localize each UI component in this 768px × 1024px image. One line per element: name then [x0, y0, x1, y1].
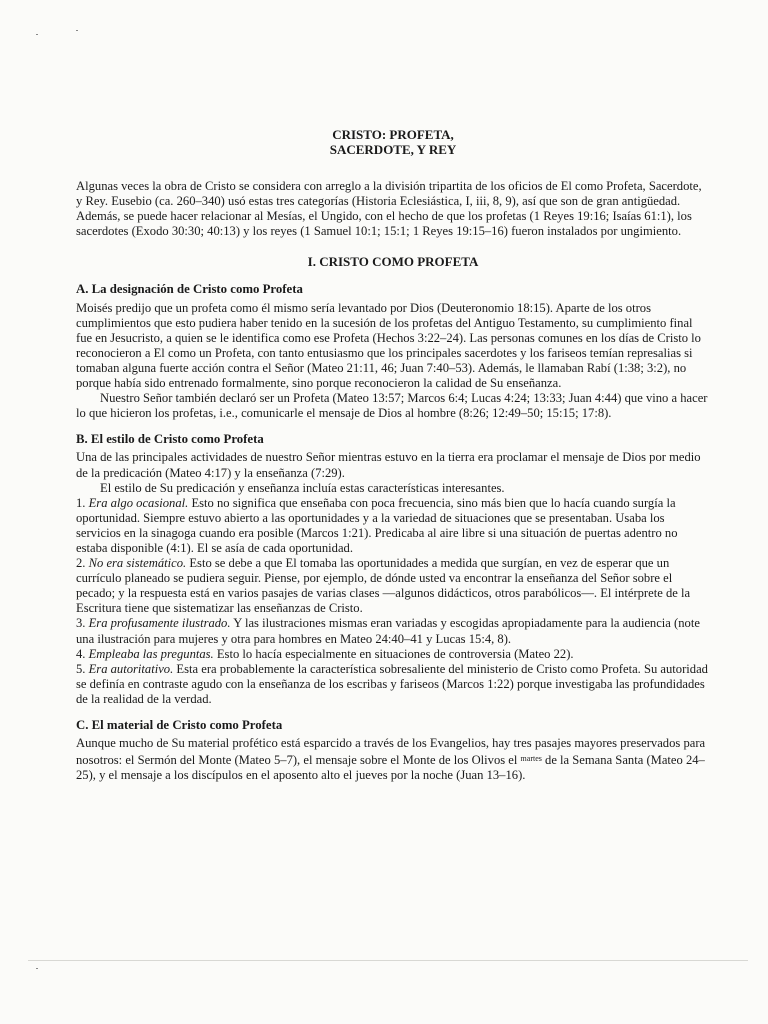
item-lead: Era algo ocasional. [88, 495, 189, 510]
list-item [76, 556, 710, 616]
item-text: Esto lo hacía especialmente en situaciones de controversia (Mateo 22). [213, 646, 574, 661]
intro-paragraph: Algunas veces la obra de Cristo se considera con arreglo a la división tripartita de los oficios de El como Profeta, Sacerdote, y Rey. Eusebio (ca. 260–340) usó estas tres categorías (Historia Eclesiástica, I, iii, 8, 9), así que son de gran antigüedad. Además, se puede hacer relacionar al Mesías, el Ungido, con el hecho de que los profetas (1 Reyes 19:16; Isaías 61:1), los sacerdotes (Exodo 30:30; 40:13) y los reyes (1 Samuel 10:1; 15:1; 1 Reyes 19:15–16) fueron instalados por ungimiento. [76, 179, 702, 239]
subC-text-before: Aunque mucho de Su material profético está esparcido a través de los Evangelios, hay tres pasajes mayores preservados para nosotros: el Sermón del Monte (Mateo 5–7), el mensaje sobre el Monte de los Olivos el [76, 736, 706, 768]
list-item [76, 616, 710, 646]
document-body [76, 127, 710, 783]
scan-speck [36, 34, 38, 35]
item-lead: No era sistemático. [88, 556, 187, 571]
subA-paragraph-1: Moisés predijo que un profeta como él mismo sería levantado por Dios (Deuteronomio 18:15). Aparte de los otros cumplimientos que esto pudiera haber tenido en la sucesión de los profetas del Antiguo Testamento, su cumplimiento final fue en Jesucristo, a quien se le identifica como ese Profeta (Hechos 3:22–24). Las personas comunes en los días de Cristo lo reconocieron a El como un Profeta, con tanto entusiasmo que los principales sacerdotes y los fariseos temían represalias si tomaban alguna fuerte acción contra el Señor (Mateo 21:11, 46; Juan 7:40–53). Además, le llamaban Rabí (1:38; 3:2), no porque había sido entrenado formalmente, sino porque reconocieron la calidad de Su enseñanza. [76, 300, 701, 391]
list-item [76, 647, 710, 662]
item-number: 2. [76, 556, 89, 571]
subheading-c: C. El material de Cristo como Profeta [76, 718, 283, 732]
scan-speck [76, 30, 78, 31]
subB-paragraph-2: El estilo de Su predicación y enseñanza incluía estas características interesantes. [100, 480, 505, 495]
scan-speck [36, 968, 38, 969]
item-number: 5. [76, 661, 89, 676]
subheading-b: B. El estilo de Cristo como Profeta [76, 432, 264, 447]
item-number: 3. [76, 616, 89, 631]
document-title [76, 127, 710, 157]
item-text: Y las ilustraciones mismas eran variadas y escogidas apropiadamente para la audiencia (note una ilustración para mujeres y otra para hombres en Mateo 24:40–41 y Lucas 15:4, 8). [76, 616, 700, 646]
title-line-1: CRISTO: PROFETA, [332, 127, 454, 142]
item-text: Esto no significa que enseñaba con poca frecuencia, sino más bien que lo hacía cuando surgía la oportunidad. Siempre estuvo abierto a las oportunidades y a la variedad de situaciones que se presentaban. Usaba los servicios en la sinagoga cuando era posible (Marcos 1:21). Predicaba al aire libre si una situación de puertas adentro no estaba disponible (4:1). El se asía de cada oportunidad. [76, 495, 678, 555]
item-text: Esto se debe a que El tomaba las oportunidades a medida que surgían, en vez de esperar que un currículo planeado se pudiera seguir. Piense, por ejemplo, de dónde usted va encontrar la enseñanza del Señor sobre el pecado; y la respuesta está en varios pasajes de varias clases —algunos didácticos, otros parabólicos—. El intérprete de la Escritura tiene que sistematizar las enseñanzas de Cristo. [76, 556, 691, 616]
subB-paragraph-1: Una de las principales actividades de nuestro Señor mientras estuvo en la tierra era proclamar el mensaje de Dios por medio de la predicación (Mateo 4:17) y la enseñanza (7:29). [76, 450, 701, 480]
subC-text-after: de la Semana Santa (Mateo 24–25), y el mensaje a los discípulos en el aposento alto el jueves por la noche (Juan 13–16). [76, 753, 705, 783]
subheading-a: A. La designación de Cristo como Profeta [76, 282, 303, 297]
page-footer-rule [28, 960, 748, 961]
item-lead: Empleaba las preguntas. [88, 646, 214, 661]
item-text: Esta era probablemente la característica sobresaliente del ministerio de Cristo como Profeta. Su autoridad se definía en contraste agudo con la enseñanza de los escribas y fariseos (Marcos 1:22) porque investigaba las profundidades de la realidad de la verdad. [76, 661, 708, 706]
item-lead: Era profusamente ilustrado. [88, 616, 231, 631]
list-item [76, 496, 710, 556]
subA-paragraph-2: Nuestro Señor también declaró ser un Profeta (Mateo 13:57; Marcos 6:4; Lucas 4:24; 13:33; Juan 4:44) que vino a hacer lo que hicieron los profetas, i.e., comunicarle el mensaje de Dios al hombre (8:26; 12:49–50; 15:15; 17:8). [76, 391, 708, 421]
title-line-2: SACERDOTE, Y REY [329, 142, 457, 157]
item-number: 1. [76, 495, 89, 510]
subC-paragraph-1 [76, 736, 710, 783]
item-number: 4. [76, 646, 89, 661]
list-item [76, 662, 710, 707]
item-lead: Era autoritativo. [88, 661, 174, 676]
subC-overprinted-word: martes [520, 754, 542, 764]
characteristics-list [76, 496, 710, 707]
section-heading-1: I. CRISTO COMO PROFETA [307, 254, 479, 270]
